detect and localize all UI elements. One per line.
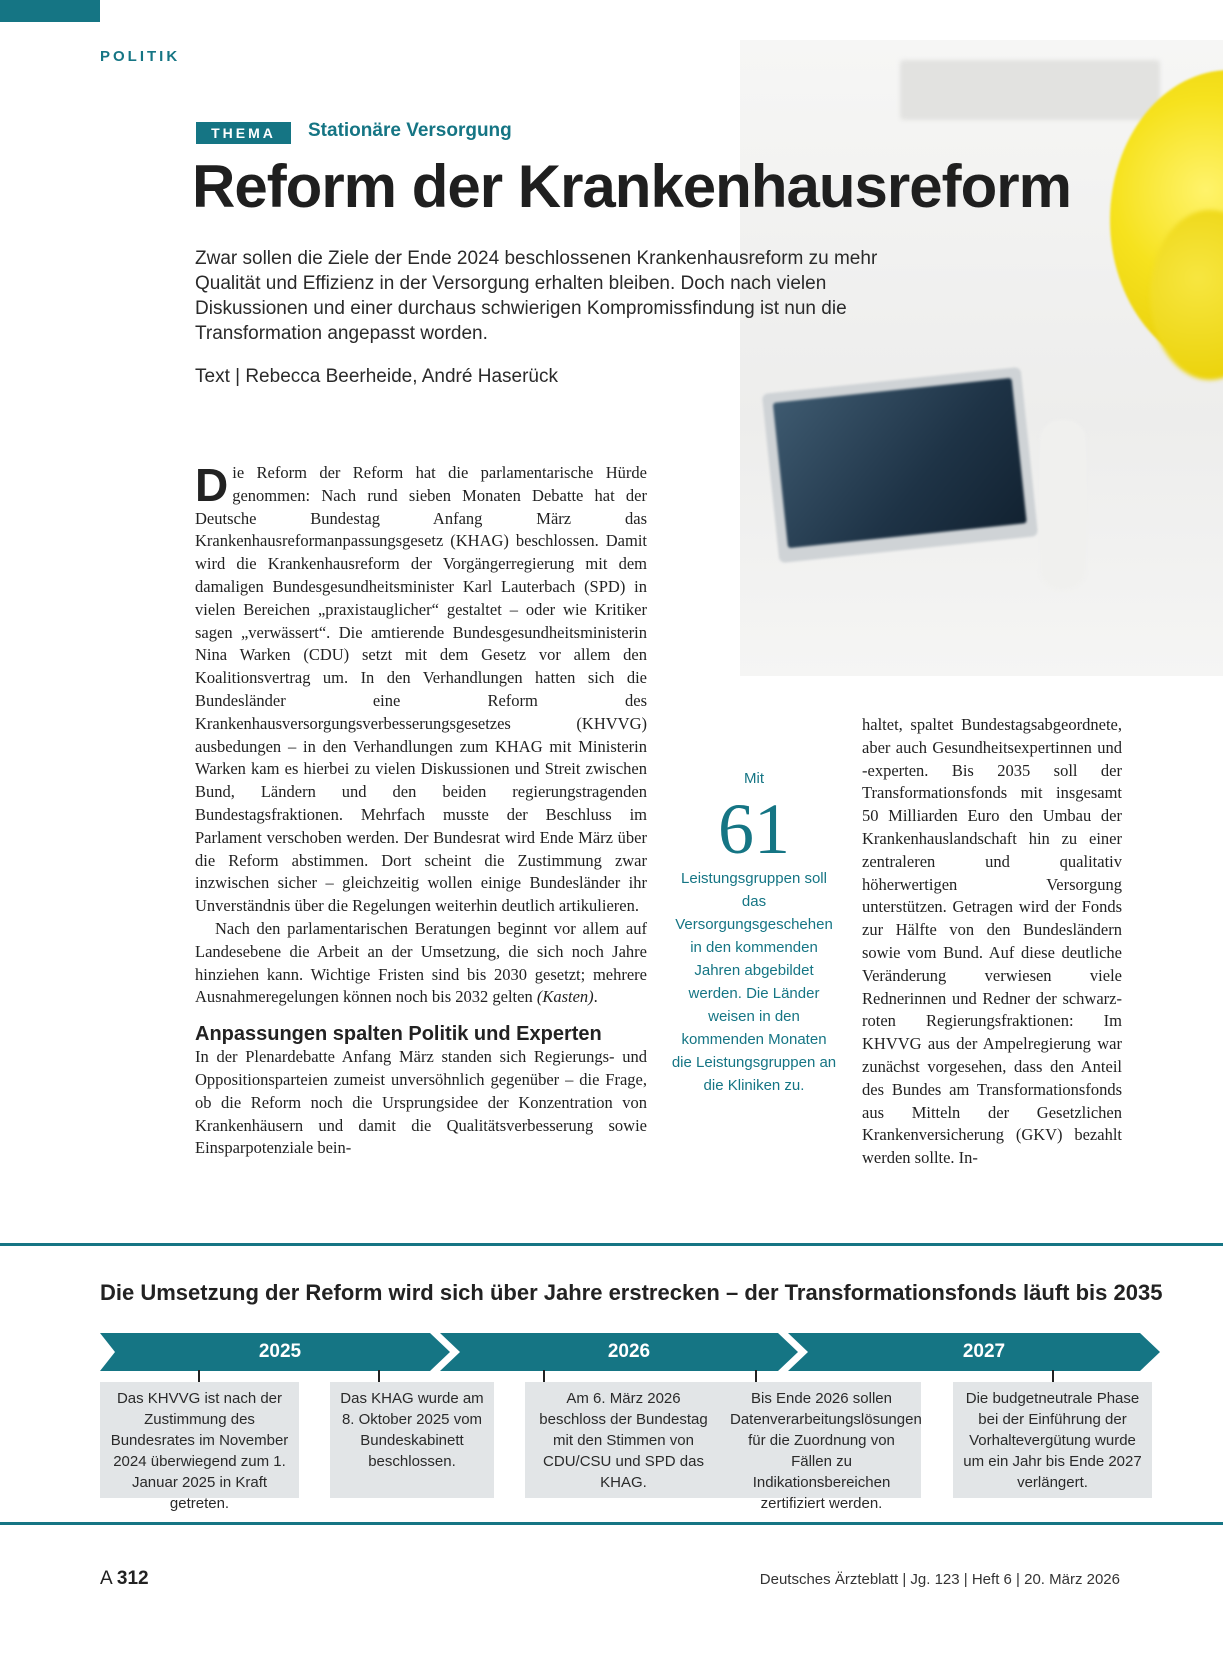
year-2026: 2026 (607, 1341, 651, 1362)
byline: Text | Rebecca Beerheide, André Haserück (195, 366, 558, 387)
article-title: Reform der Krankenhausreform (192, 153, 1071, 220)
timeline-event: Bis Ende 2026 sollen Datenverarbeitungslösungen für die Zuordnung von Fällen zu Indikationsbereichen zertifiziert werden. (722, 1382, 921, 1498)
publication-info: Deutsches Ärzteblatt | Jg. 123 | Heft 6 | 20. März 2026 (759, 1571, 1120, 1588)
timeline-title: Die Umsetzung der Reform wird sich über Jahre erstrecken – der Transformationsfonds läuft bis 2035 (100, 1280, 1163, 1305)
hero-photo (740, 40, 1223, 676)
timeline-event: Das KHAG wurde am 8. Oktober 2025 vom Bundeskabinett beschlossen. (330, 1382, 494, 1498)
timeline-tick (378, 1370, 380, 1382)
wall-mount-shape (900, 60, 1160, 120)
page-number-value: 312 (116, 1568, 149, 1589)
paragraph-1 (195, 459, 647, 918)
timeline-tick (755, 1370, 757, 1382)
timeline-bottom-rule (0, 1522, 1223, 1525)
article-lead: Zwar sollen die Ziele der Ende 2024 beschlossenen Krankenhausreform zu mehr Qualität und Effizienz in der Versorgung erhalten bleiben. Doch nach vielen Diskussionen und einer durchaus schwierigen Kompromissfindung ist nun die Transformation angepasst worden. (195, 248, 878, 344)
thema-tag: THEMA (196, 122, 291, 144)
topic-label: Stationäre Versorgung (308, 120, 512, 141)
stat-number: 61 (718, 789, 790, 869)
timeline-tick (198, 1370, 200, 1382)
paragraph-3: In der Plenardebatte Anfang März standen sich Regierungs- und Oppositionsparteien zumeist unversöhnlich gegenüber – die Frage, ob die Reform noch die Ursprungsidee der Konzentration von Krankenhäusern und damit die Qualitätsverbesserung sowie Einsparpotenziale bein- (195, 1047, 647, 1158)
drop-cap: D (195, 459, 229, 511)
paragraph-1-text: ie Reform der Reform hat die parlamentarische Hürde genommen: Nach rund sieben Monaten Debatte hat der Deutsche Bundestag Anfang März das Krankenhausreformanpassungsgesetz (KHAG) beschlossen. Damit wird die Krankenhausreform der Vorgängerregierung mit dem damaligen Bundesgesundheitsminister Karl Lauterbach (SPD) in vielen Bereichen „praxistauglicher“ gestaltet – oder wie Kritiker sagen „verwässert“. Die amtierende Bundesgesundheitsministerin Nina Warken (CDU) setzt mit dem Gesetz vor allem den Koalitionsvertrag um. In den Verhandlungen hatten sich die Bundesländer eine Reform des Krankenhausversorgungsverbesserungsgesetzes (KHVVG) ausbedungen – in den Verhandlungen zum KHAG mit Ministerin Warken kam es hierbei zu vielen Diskussionen und Streit zwischen Bund, Ländern und den beiden regierungstragenden Bundestagsfraktionen. Mehrfach musste der Beschluss im Parlament verschoben werden. Der Bundesrat wird Ende März über die Reform abstimmen. Dort scheint die Zustimmung zwar inzwischen sicher – gleichzeitig wollen einige Bundesländer ihr Unverständnis über die Regelungen weiterhin deutlich artikulieren. (195, 463, 647, 916)
stat-prefix: Mit (744, 770, 764, 787)
paragraph-2-text: Nach den parlamentarischen Beratungen beginnt vor allem auf Landesebene die Arbeit an der Umsetzung, die sich noch Jahre hinziehen kann. Wichtige Fristen sind bis 2030 gesetzt; mehrere Ausnahmeregelungen können noch bis 2032 gelten (195, 918, 647, 1007)
timeline-event: Am 6. März 2026 beschloss der Bundestag mit den Stimmen von CDU/CSU und SPD das KHAG. (525, 1382, 722, 1498)
monitor-shape (762, 367, 1038, 563)
top-accent-bar (0, 0, 100, 22)
timeline-event: Das KHVVG ist nach der Zustimmung des Bundesrates im November 2024 überwiegend zum 1. Januar 2025 in Kraft getreten. (100, 1382, 299, 1498)
stat-text: Leistungsgruppen soll das Versorgungsgeschehen in den kommenden Jahren abgebildet werden. Die Länder weisen in den kommenden Monaten die Leistungsgruppen an die Kliniken zu. (671, 870, 837, 1094)
box-reference: (Kasten) (536, 987, 594, 1007)
timeline-top-rule (0, 1243, 1223, 1246)
paragraph-2-end: . (593, 987, 598, 1007)
timeline-tick (543, 1370, 545, 1382)
paragraph-2 (195, 918, 647, 1009)
section-label: POLITIK (100, 48, 181, 65)
subheading: Anpassungen spalten Politik und Experten (195, 1023, 602, 1046)
page-prefix: A (100, 1568, 112, 1589)
year-2025: 2025 (258, 1341, 302, 1362)
phone-shape (1040, 420, 1086, 590)
article-column-3 (862, 714, 1122, 1170)
paragraph-4: haltet, spaltet Bundestagsabgeordnete, aber auch Gesundheitsexpertinnen und -experten. Bis 2035 soll der Transformationsfonds mit insgesamt 50 Milliarden Euro den Umbau der Krankenhauslandschaft hin zu einer zentraleren und qualitativ höherwertigen Versorgung unterstützen. Getragen wird der Fonds zur Hälfte von den Bundesländern sowie vom Bund. Auf diese deutliche Veränderung verwiesen viele Rednerinnen und Redner der schwarz-roten Regierungsfraktionen: Im KHVVG aus der Ampelregierung war zunächst vorgesehen, dass den Anteil des Bundes am Transformationsfonds aus Mitteln der Gesetzlichen Krankenversicherung (GKV) bezahlt werden sollte. In- (862, 715, 1122, 1168)
timeline-tick (1052, 1370, 1054, 1382)
stat-callout (670, 770, 838, 1097)
page-number (100, 1568, 149, 1590)
timeline-event: Die budgetneutrale Phase bei der Einführung der Vorhaltevergütung wurde um ein Jahr bis Ende 2027 verlängert. (953, 1382, 1152, 1498)
year-2027: 2027 (962, 1341, 1006, 1362)
article-column-1 (195, 459, 647, 1160)
